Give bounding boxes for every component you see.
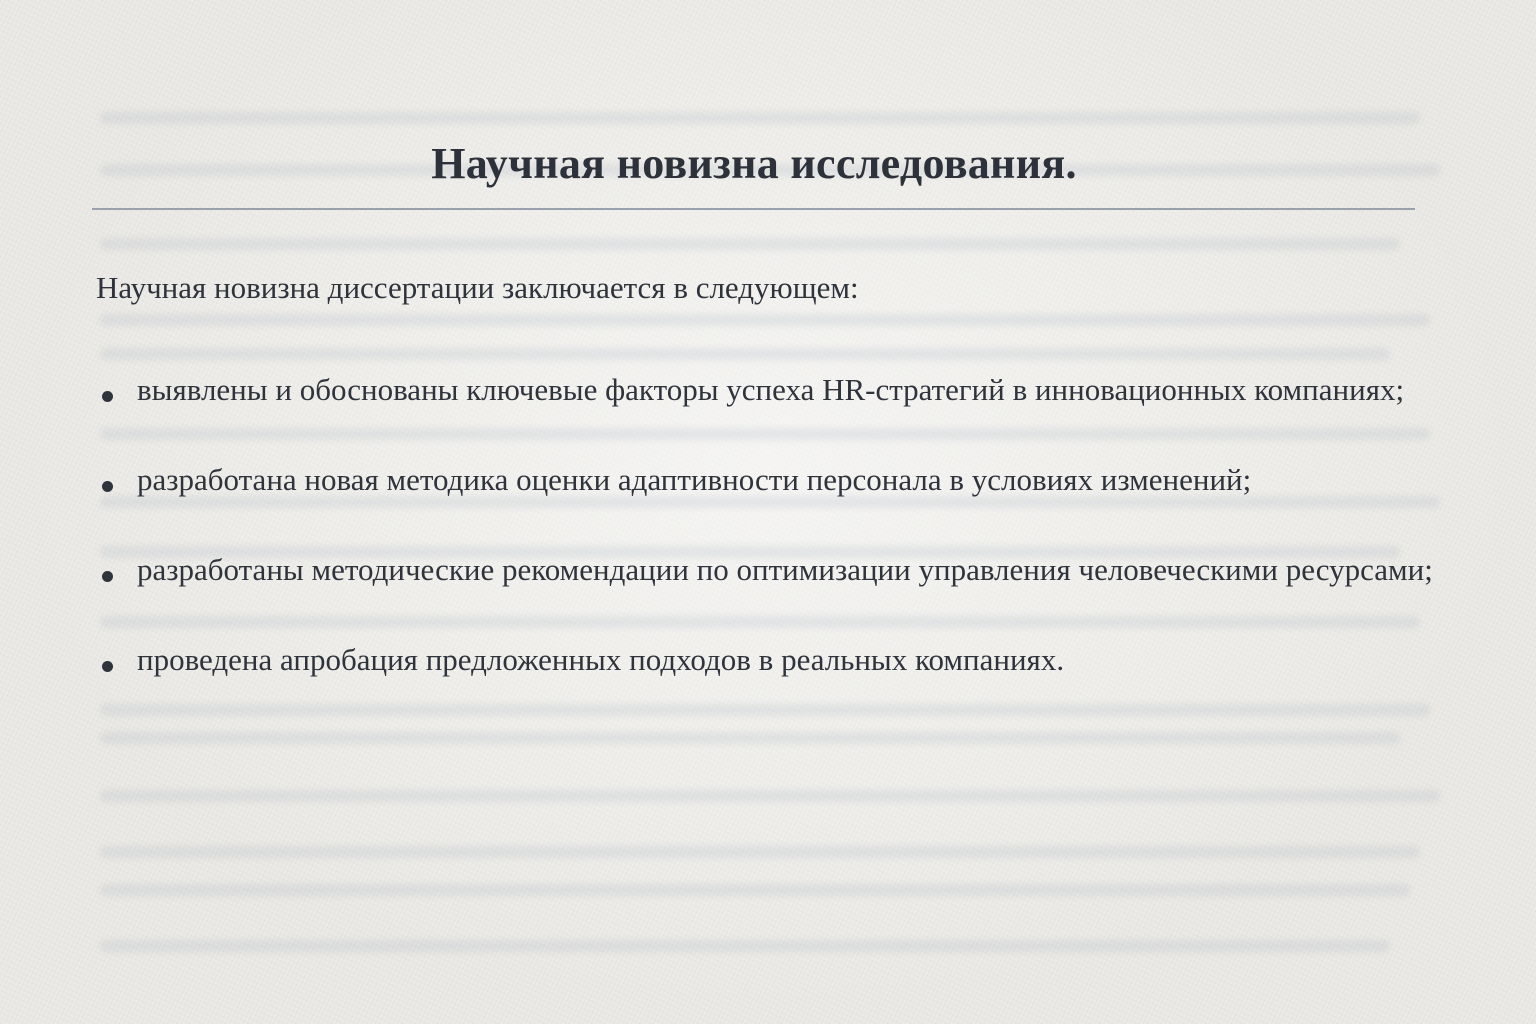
title-divider (92, 208, 1415, 210)
bullet-icon (102, 661, 113, 672)
bullet-icon (102, 481, 113, 492)
intro-paragraph: Научная новизна диссертации заключается в следующем: (96, 270, 859, 305)
list-item-text: разработаны методические рекомендации по оптимизации управления человеческими ресурсами; (137, 552, 1433, 587)
bullet-icon (102, 391, 113, 402)
bullet-icon (102, 571, 113, 582)
list-item-text: выявлены и обоснованы ключевые факторы успеха HR-стратегий в инновационных компаниях; (137, 372, 1405, 407)
section-title: Научная новизна исследования. (431, 139, 1077, 188)
list-item-text: разработана новая методика оценки адаптивности персонала в условиях изменений; (137, 462, 1252, 497)
list-item-text: проведена апробация предложенных подходов в реальных компаниях. (137, 642, 1065, 677)
